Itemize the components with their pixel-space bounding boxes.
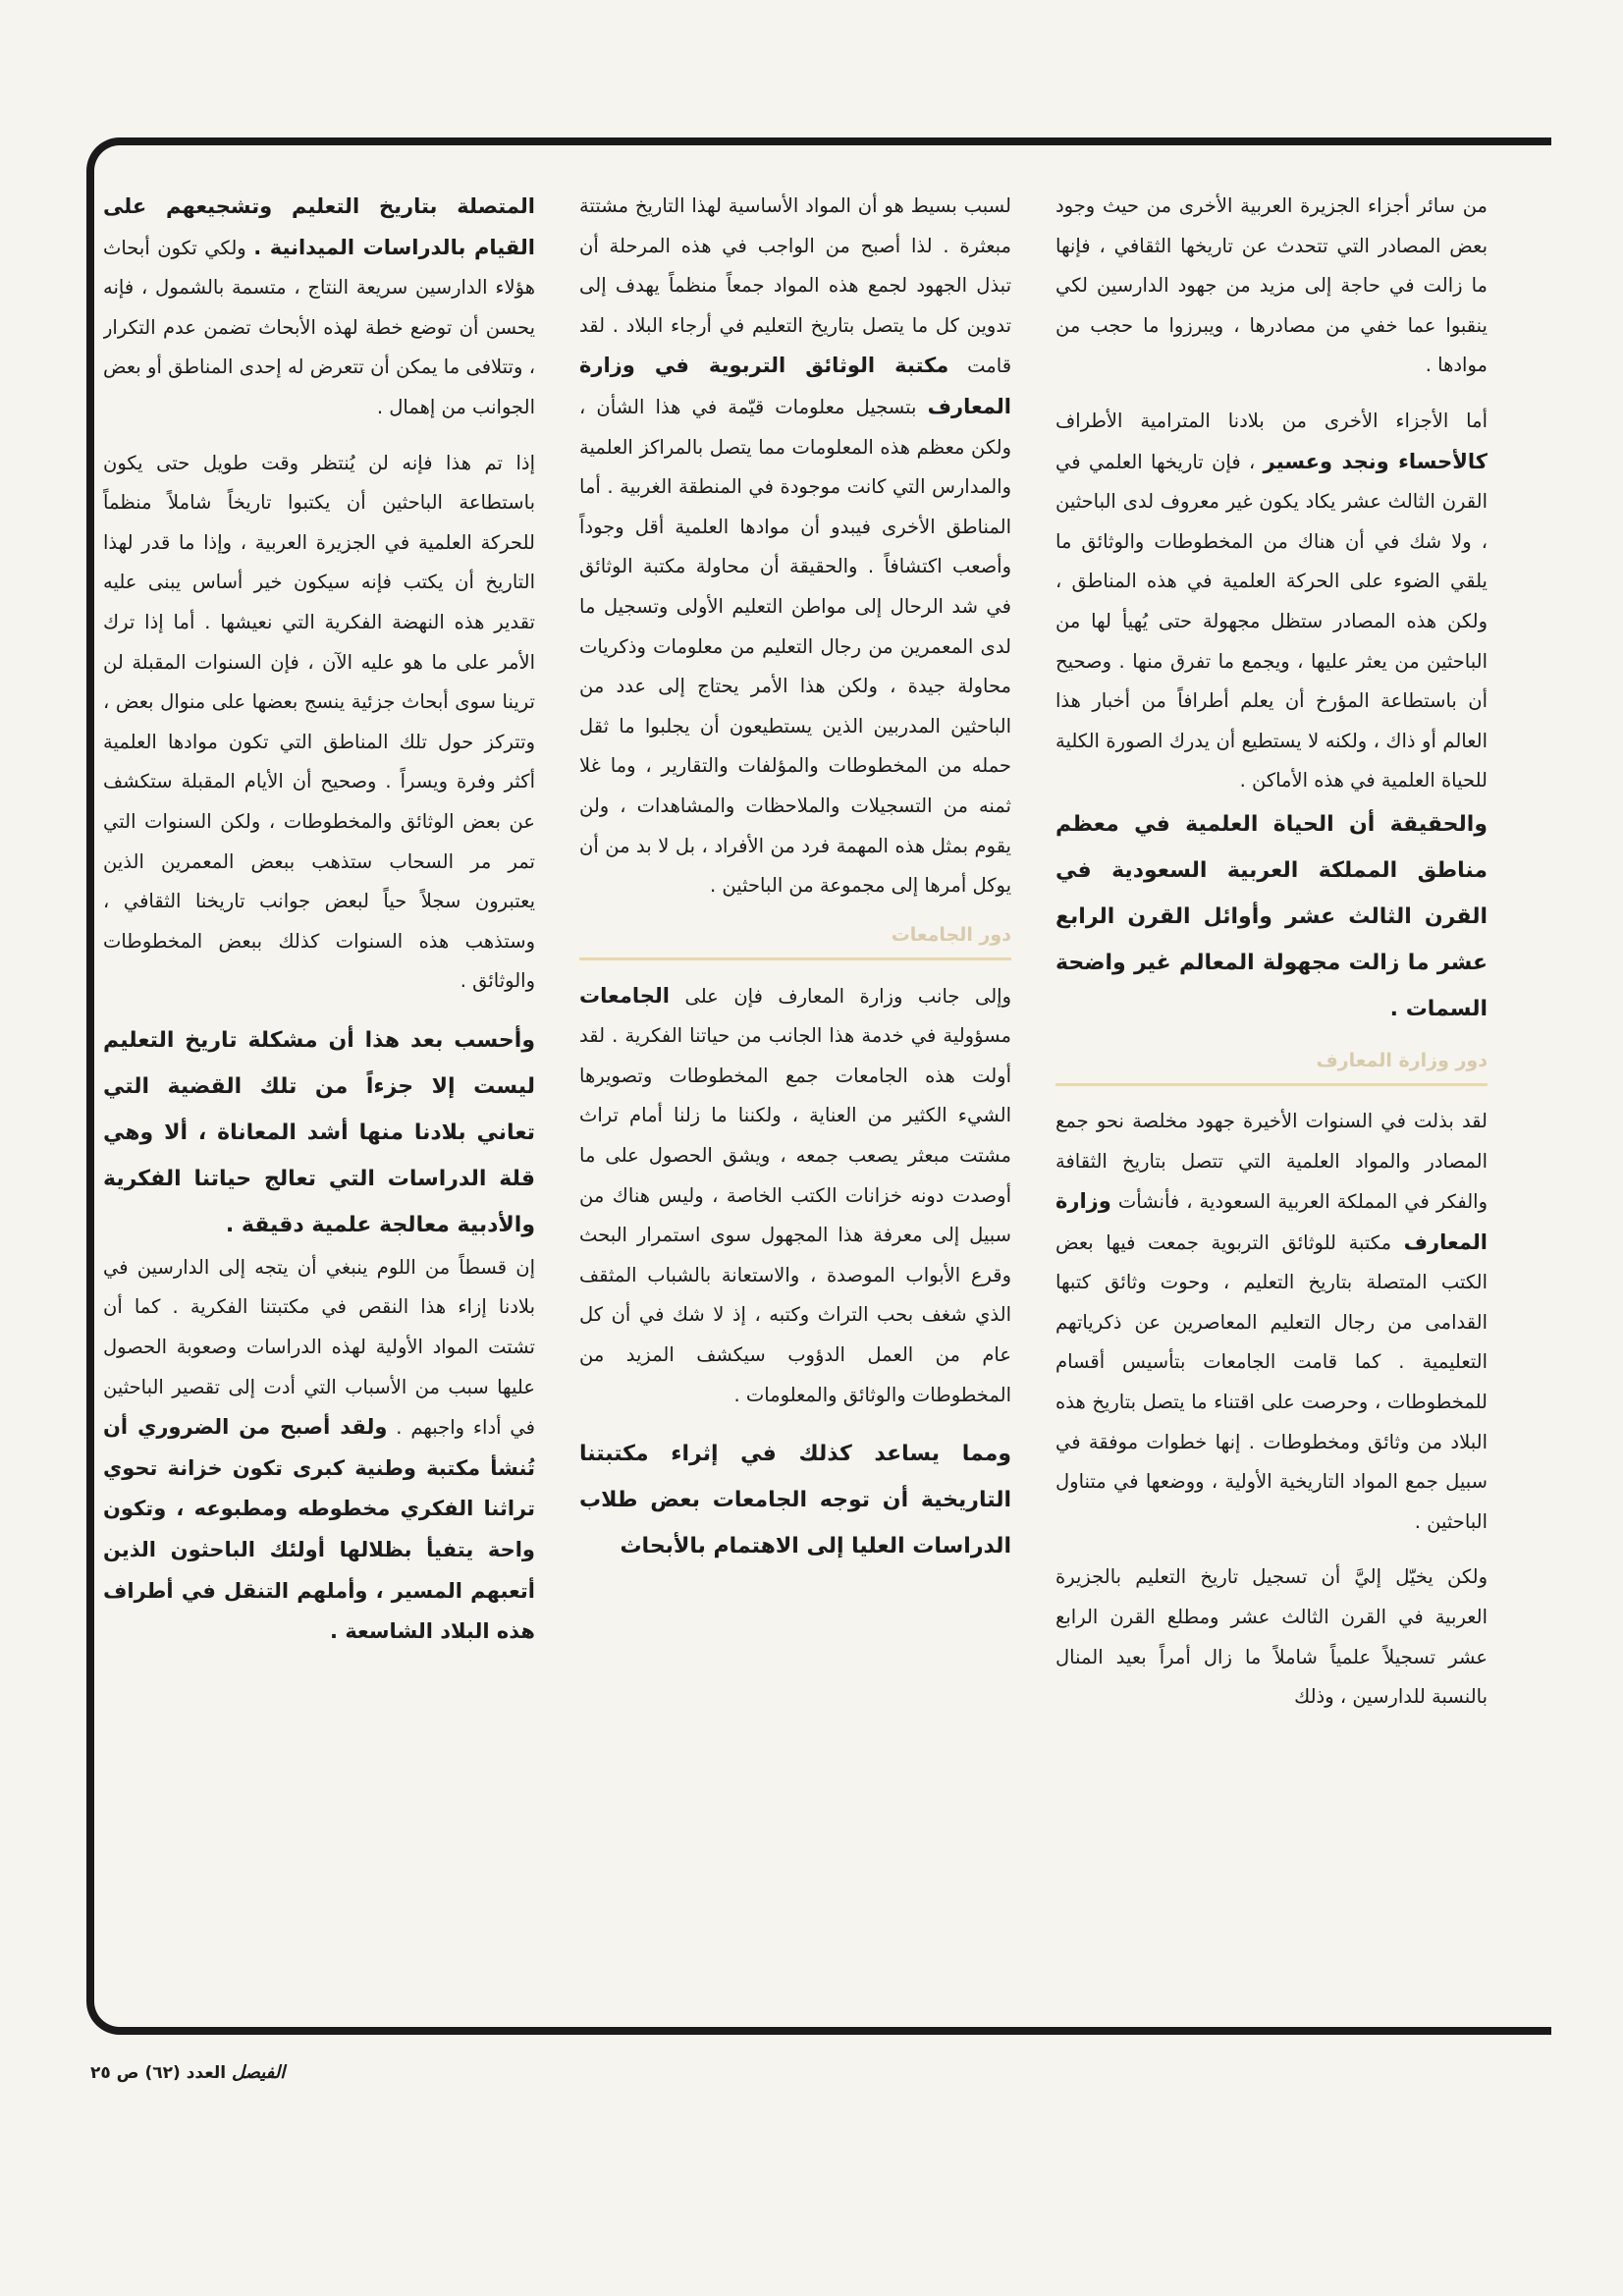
page-footer <box>90 2062 285 2083</box>
paragraph: وإلى جانب وزارة المعارف فإن على الجامعات مسؤولية في خدمة هذا الجانب من حياتنا الفكرية . لقد أولت هذه الجامعات جمع المخطوطات وتصويرها الشيء الكثير من العناية ، ولكننا ما زلنا أمام تراث مشتت مبعثر يصعب جمعه ، ويشق الحصول على ما أوصدت دونه خزانات الكتب الخاصة ، وليس هناك من سبيل إلى معرفة هذا المجهول سوى استمرار البحث وقرع الأبواب الموصدة ، والاستعانة بالشباب المثقف الذي شغف بحب التراث وكتبه ، إذ لا شك في أن كل عام من العمل الدؤوب سيكشف المزيد من المخطوطات والوثائق والمعلومات . <box>579 983 1011 1406</box>
paragraph: لقد بذلت في السنوات الأخيرة جهود مخلصة نحو جمع المصادر والمواد العلمية التي تتصل بتاريخ الثقافة والفكر في المملكة العربية السعودية ، فأنشأت وزارة المعارف مكتبة للوثائق التربوية جمعت فيها بعض الكتب المتصلة بتاريخ التعليم ، وحوت وثائق كتبها القدامى من رجال التعليم المعاصرين عن ذكرياتهم التعليمية . كما قامت الجامعات بتأسيس أقسام للمخطوطات ، وحرصت على اقتناء ما يتصل بتاريخ هذه البلاد من وثائق ومخطوطات . إنها خطوات موفقة في سبيل جمع المواد التاريخية الأولية ، ووضعها في متناول الباحثين . <box>1055 1109 1488 1533</box>
bold-paragraph: وأحسب بعد هذا أن مشكلة تاريخ التعليم ليست إلا جزءاً من تلك القضية التي تعاني بلادنا منها أشد المعاناة ، ألا وهي قلة الدراسات التي تعالج حياتنا الفكرية والأدبية معالجة علمية دقيقة . <box>103 1027 535 1237</box>
issue-page: العدد (٦٢) ص ٢٥ <box>90 2063 227 2083</box>
section-heading: دور وزارة المعارف <box>1055 1054 1488 1086</box>
paragraph: المتصلة بتاريخ التعليم وتشجيعهم على القيام بالدراسات الميدانية . ولكي تكون أبحاث هؤلاء الدارسين سريعة النتاج ، متسمة بالشمول ، فإنه يحسن أن توضع خطة لهذه الأبحاث تضمن عدم التكرار ، وتتلافى ما يمكن أن تتعرض له إحدى المناطق أو بعض الجوانب من إهمال . <box>103 194 535 418</box>
column-left <box>103 187 535 2023</box>
section-heading: دور الجامعات <box>579 928 1011 960</box>
magazine-name: الفيصل <box>231 2062 286 2083</box>
paragraph: ولكن يخيّل إليَّ أن تسجيل تاريخ التعليم بالجزيرة العربية في القرن الثالث عشر ومطلع القرن الرابع عشر تسجيلاً علمياً شاملاً ما زال أمراً بعيد المنال بالنسبة للدارسين ، وذلك <box>1055 1565 1488 1709</box>
paragraph: من سائر أجزاء الجزيرة العربية الأخرى من حيث وجود بعض المصادر التي تتحدث عن تاريخها الثقافي ، فإنها ما زالت في حاجة إلى مزيد من جهود الدارسين لكي ينقبوا عما خفي من مصادرها ، ويبرزوا ما حجب من موادها . <box>1055 194 1488 377</box>
paragraph: أما الأجزاء الأخرى من بلادنا المترامية الأطراف كالأحساء ونجد وعسير ، فإن تاريخها العلمي في القرن الثالث عشر يكاد يكون غير معروف لدى الباحثين ، ولا شك في أن هناك من المخطوطات والوثائق ما يلقي الضوء على الحركة العلمية في هذه المناطق ، ولكن هذه المصادر ستظل مجهولة حتى يُهيأ لها من الباحثين من يعثر عليها ، ويجمع ما تفرق منها . وصحيح أن باستطاعة المؤرخ أن يعلم أطرافاً من أخبار هذا العالم أو ذاك ، ولكنه لا يستطيع أن يدرك الصورة الكلية للحياة العلمية في هذه الأماكن . <box>1055 409 1488 793</box>
paragraph: لسبب بسيط هو أن المواد الأساسية لهذا التاريخ مشتتة مبعثرة . لذا أصبح من الواجب في هذه المرحلة أن تبذل الجهود لجمع هذه المواد جمعاً منظماً يهدف إلى تدوين كل ما يتصل بتاريخ التعليم في أرجاء البلاد . لقد قامت مكتبة الوثائق التربوية في وزارة المعارف بتسجيل معلومات قيّمة في هذا الشأن ، ولكن معظم هذه المعلومات مما يتصل بالمراكز العلمية والمدارس التي كانت موجودة في المنطقة الغربية . أما المناطق الأخرى فيبدو أن موادها العلمية أقل وجوداً وأصعب اكتشافاً . والحقيقة أن محاولة مكتبة الوثائق في شد الرحال إلى مواطن التعليم الأولى وتسجيل ما لدى المعمرين من رجال التعليم من معلومات وذكريات محاولة جيدة ، ولكن هذا الأمر يحتاج إلى عدد من الباحثين المدربين الذين يستطيعون أن يجلبوا ما ثقل حمله من المخطوطات والمؤلفات والتقارير ، وما غلا ثمنه من التسجيلات والملاحظات والمشاهدات ، ولن يقوم بمثل هذه المهمة فرد من الأفراد ، بل لا بد من أن يوكل أمرها إلى مجموعة من الباحثين . <box>579 194 1011 898</box>
paragraph: إن قسطاً من اللوم ينبغي أن يتجه إلى الدارسين في بلادنا إزاء هذا النقص في مكتبتنا الفكرية . كما أن تشتت المواد الأولية لهذه الدراسات وصعوبة الحصول عليها سبب من الأسباب التي أدت إلى تقصير الباحثين في أداء واجبهم . ولقد أصبح من الضروري أن تُنشأ مكتبة وطنية كبرى تكون خزانة تحوي تراثنا الفكري مخطوطه ومطبوعه ، وتكون واحة يتفيأ بظلالها أولئك الباحثون الذين أتعبهم المسير ، وأملهم التنقل في أطراف هذه البلاد الشاسعة . <box>103 1255 535 1644</box>
column-right <box>1055 187 1488 2023</box>
paragraph: إذا تم هذا فإنه لن يُنتظر وقت طويل حتى يكون باستطاعة الباحثين أن يكتبوا تاريخاً شاملاً منظماً للحركة العلمية في الجزيرة العربية ، وإذا ما قدر لهذا التاريخ أن يكتب فإنه سيكون خير أساس يبنى عليه تقدير هذه النهضة الفكرية التي نعيشها . أما إذا ترك الأمر على ما هو عليه الآن ، فإن السنوات المقبلة لن ترينا سوى أبحاث جزئية ينسج بعضها على منوال بعض ، وتتركز حول تلك المناطق التي تكون موادها العلمية أكثر وفرة ويسراً . وصحيح أن الأيام المقبلة ستكشف عن بعض الوثائق والمخطوطات ، ولكن السنوات التي تمر مر السحاب ستذهب ببعض المعمرين الذين يعتبرون سجلاً حياً لبعض جوانب تاريخنا الثقافي ، وستذهب هذه السنوات كذلك ببعض المخطوطات والوثائق . <box>103 451 535 993</box>
bold-paragraph: والحقيقة أن الحياة العلمية في معظم مناطق المملكة العربية السعودية في القرن الثالث عشر وأوائل القرن الرابع عشر ما زالت مجهولة المعالم غير واضحة السمات . <box>1055 811 1488 1021</box>
bold-paragraph: ومما يساعد كذلك في إثراء مكتبتنا التاريخية أن توجه الجامعات بعض طلاب الدراسات العليا إلى الاهتمام بالأبحاث <box>579 1442 1011 1559</box>
column-middle <box>579 187 1011 2023</box>
